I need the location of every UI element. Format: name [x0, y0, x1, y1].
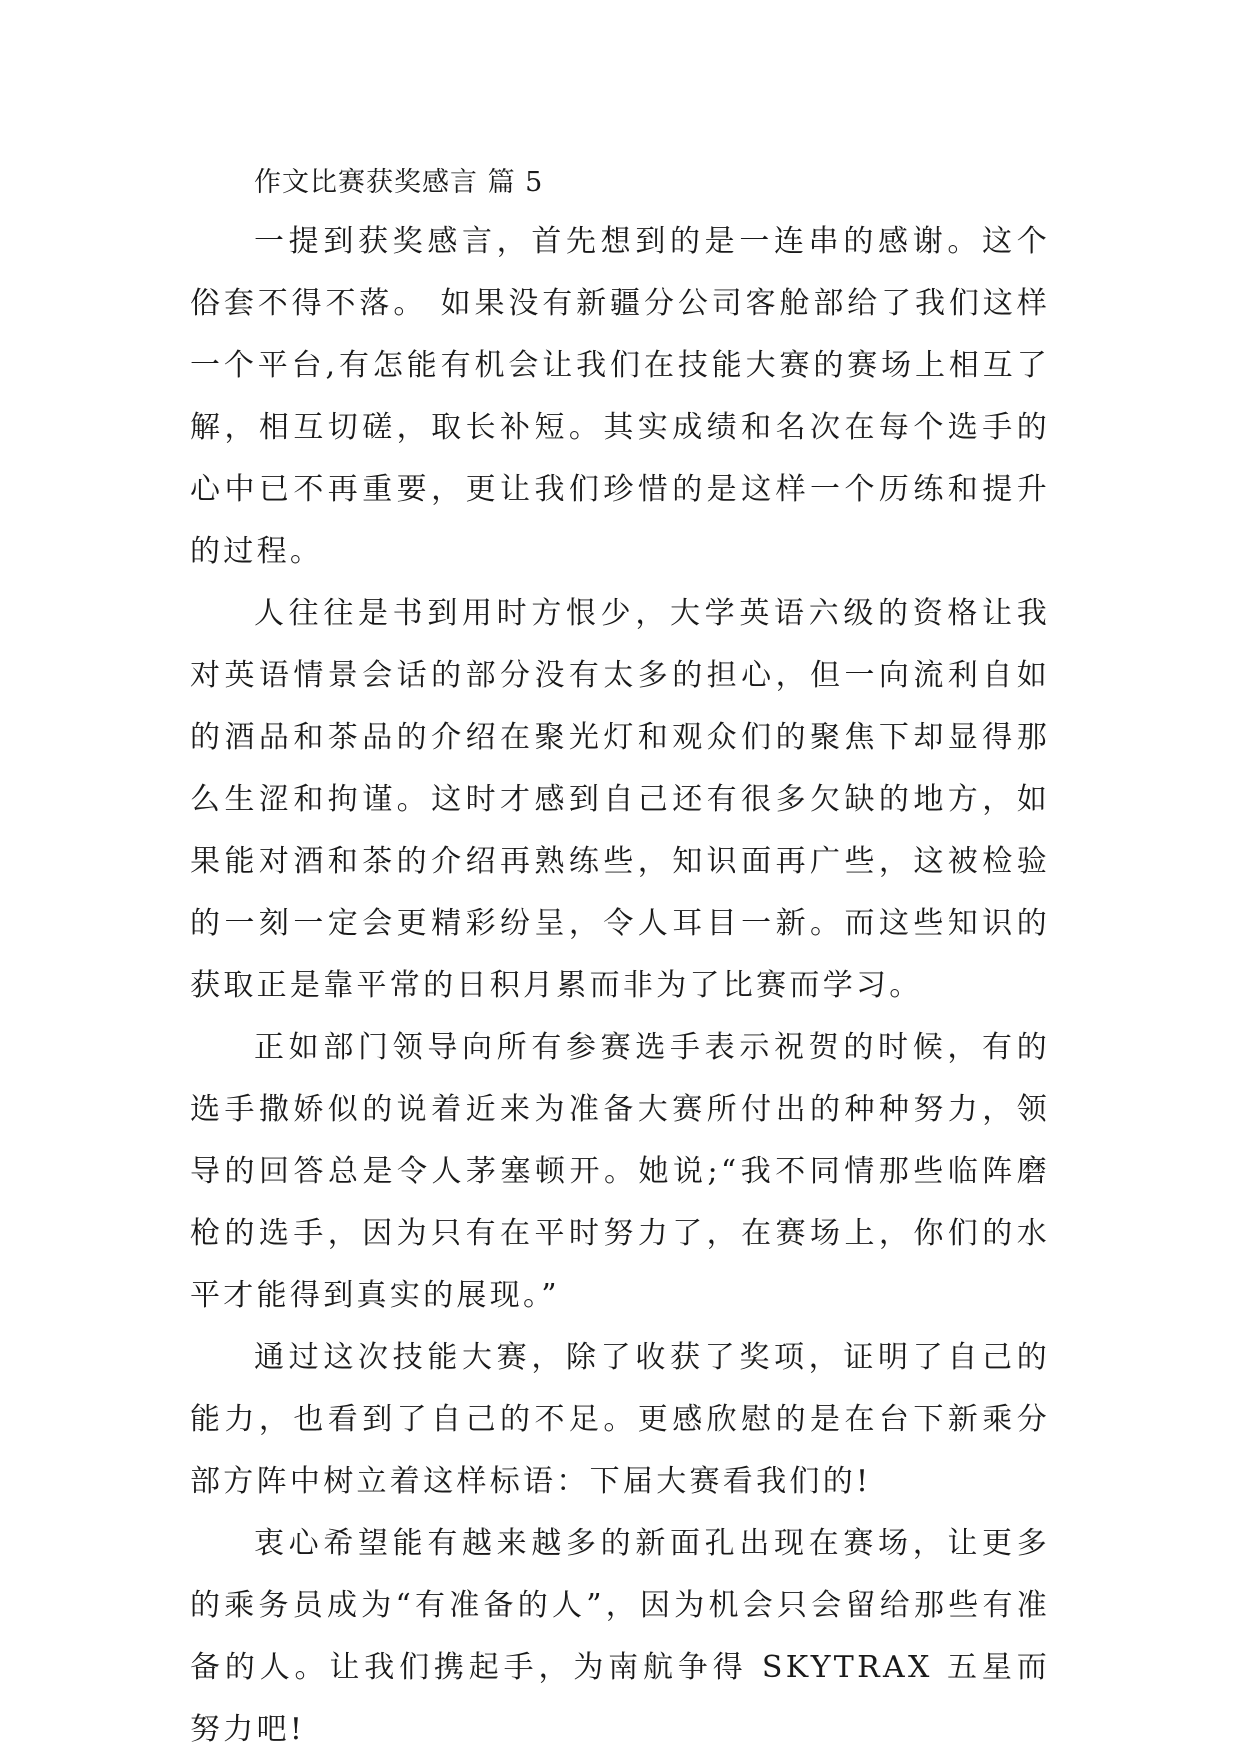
paragraph-4: 通过这次技能大赛，除了收获了奖项，证明了自己的能力，也看到了自己的不足。更感欣慰的是在台下新乘分部方阵中树立着这样标语：下届大赛看我们的!: [190, 1340, 1050, 1499]
paragraph-2: 人往往是书到用时方恨少，大学英语六级的资格让我对英语情景会话的部分没有太多的担心，但一向流利自如的酒品和茶品的介绍在聚光灯和观众们的聚焦下却显得那么生涩和拘谨。这时才感到自己还有很多欠缺的地方，如果能对酒和茶的介绍再熟练些，知识面再广些，这被检验的一刻一定会更精彩纷呈，令人耳目一新。而这些知识的获取正是靠平常的日积月累而非为了比赛而学习。: [190, 596, 1050, 1003]
document-title: 作文比赛获奖感言 篇 5: [254, 167, 544, 198]
paragraph-3: 正如部门领导向所有参赛选手表示祝贺的时候，有的选手撒娇似的说着近来为准备大赛所付出的种种努力，领导的回答总是令人茅塞顿开。她说;“我不同情那些临阵磨枪的选手，因为只有在平时努力了，在赛场上，你们的水平才能得到真实的展现。”: [190, 1030, 1050, 1313]
paragraph-5: 衷心希望能有越来越多的新面孔出现在赛场，让更多的乘务员成为“有准备的人”，因为机会只会留给那些有准备的人。让我们携起手，为南航争得 SKYTRAX 五星而努力吧!: [190, 1526, 1050, 1747]
paragraph-1: 一提到获奖感言，首先想到的是一连串的感谢。这个俗套不得不落。 如果没有新疆分公司客舱部给了我们这样一个平台,有怎能有机会让我们在技能大赛的赛场上相互了解，相互切磋，取长补短。其实成绩和名次在每个选手的心中已不再重要，更让我们珍惜的是这样一个历练和提升的过程。: [190, 224, 1050, 569]
document-body: [190, 163, 1050, 1761]
